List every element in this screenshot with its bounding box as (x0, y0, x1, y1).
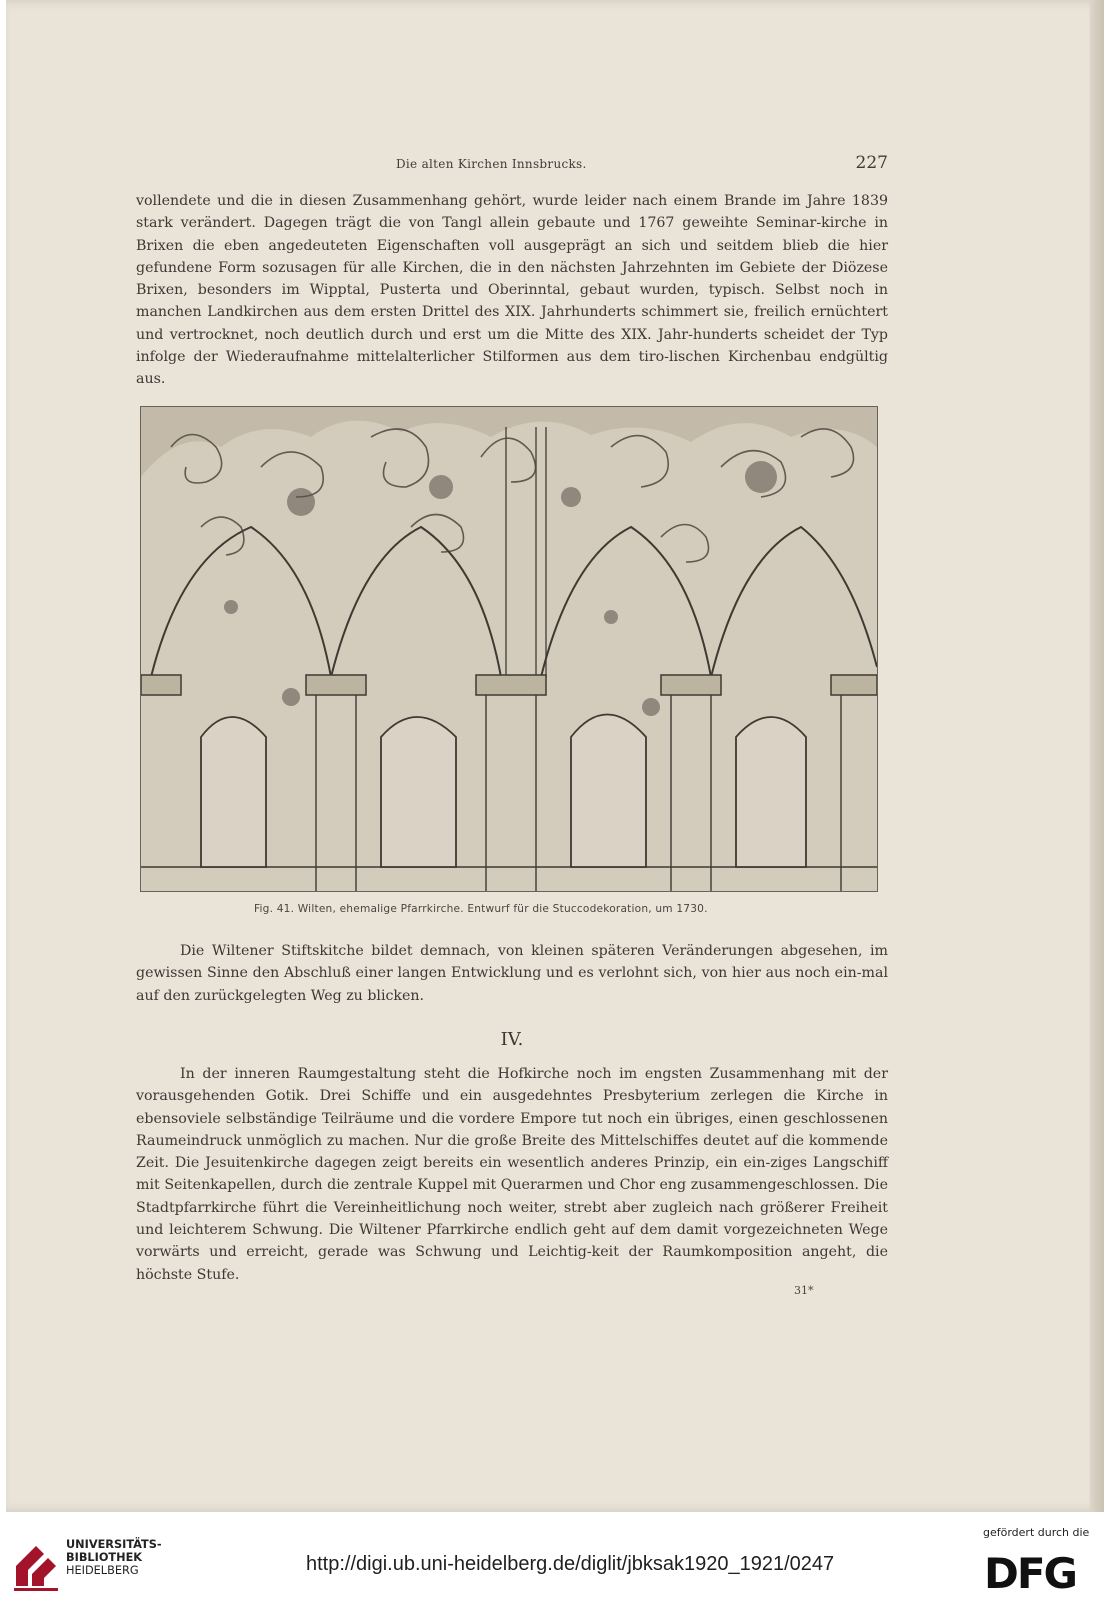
paragraph-3 (136, 1063, 888, 1286)
running-title: Die alten Kirchen Innsbrucks. (396, 157, 587, 171)
dfg-logo-icon[interactable] (984, 1550, 1092, 1592)
figure-stucco-drawing (140, 406, 878, 892)
library-line-2: BIBLIOTHEK (66, 1551, 143, 1564)
stucco-drawing-image (141, 407, 877, 891)
sheet-signature: 31* (794, 1284, 814, 1297)
svg-text:DFG: DFG (984, 1550, 1077, 1592)
library-line-3: HEIDELBERG (66, 1564, 139, 1577)
library-line-1: UNIVERSITÄTS- (66, 1538, 162, 1551)
section-heading: IV. (500, 1029, 524, 1050)
paragraph-2-text: Die Wiltener Stiftskitche bildet demnach, von kleinen späteren Veränderungen abgesehen, im gewissen Sinne den Abschluß einer langen Entwicklung und es verlohnt sich, von hier aus noch ein-mal auf den zurückgelegten Weg zu blicken. (136, 943, 888, 1004)
paragraph-2 (136, 940, 888, 1007)
page-number: 227 (855, 153, 888, 173)
university-library-name[interactable] (66, 1538, 162, 1577)
university-library-logo-icon[interactable] (10, 1536, 62, 1592)
page-header (136, 153, 888, 177)
figure-caption: Fig. 41. Wilten, ehemalige Pfarrkirche. Entwurf für die Stuccodekoration, um 1730. (254, 903, 708, 915)
funded-by-label: gefördert durch die (983, 1526, 1090, 1539)
footer-bar (0, 1512, 1104, 1617)
paragraph-1 (136, 190, 888, 391)
paragraph-3-text: In der inneren Raumgestaltung steht die Hofkirche noch im engsten Zusammenhang mit der vorausgehenden Gotik. Drei Schiffe und ein ausgedehntes Presbyterium zerlegen die Kirche in ebensoviele selbständige Teilräume und die vordere Empore tut noch ein übriges, einen geschlossenen Raumeindruck unmöglich zu machen. Nur die große Breite des Mittelschiffes deutet auf die kommende Zeit. Die Jesuitenkirche dagegen zeigt bereits ein wesentlich anderes Prinzip, ein ein-ziges Langschiff mit Seitenkapellen, durch die zentrale Kuppel mit Querarmen und Chor eng zusammengeschlossen. Die Stadtpfarrkirche führt die Vereinheitlichung noch weiter, strebt aber zugleich nach größerer Freiheit und leichterem Schwung. Die Wiltener Pfarrkirche endlich geht auf dem damit vorgezeichneten Wege vorwärts und erreicht, gerade was Schwung und Leichtig-keit der Raumkomposition angeht, die höchste Stufe. (136, 1066, 888, 1283)
paper-edge (1090, 0, 1104, 1512)
paragraph-1-text: vollendete und die in diesen Zusammenhang gehört, wurde leider nach einem Brande im Jahre 1839 stark verändert. Dagegen trägt die von Tangl allein gebaute und 1767 geweihte Seminar-kirche in Brixen die eben angedeuteten Eigenschaften voll ausgeprägt an sich und seitdem blieb die hier gefundene Form sozusagen für alle Kirchen, die in den nächsten Jahrzehnten im Gebiete der Diözese Brixen, besonders im Wipptal, Pusterta und Oberinntal, gebaut wurden, typisch. Selbst noch in manchen Landkirchen aus dem ersten Drittel des XIX. Jahrhunderts schimmert sie, freilich ernüchtert und vertrocknet, noch deutlich durch und erst um die Mitte des XIX. Jahr-hunderts scheidet der Typ infolge der Wiederaufnahme mittelalterlicher Stilformen aus dem tiro-lischen Kirchenbau endgültig aus. (136, 193, 888, 388)
digital-source-link[interactable]: http://digi.ub.uni-heidelberg.de/diglit/jbksak1920_1921/0247 (306, 1553, 835, 1575)
